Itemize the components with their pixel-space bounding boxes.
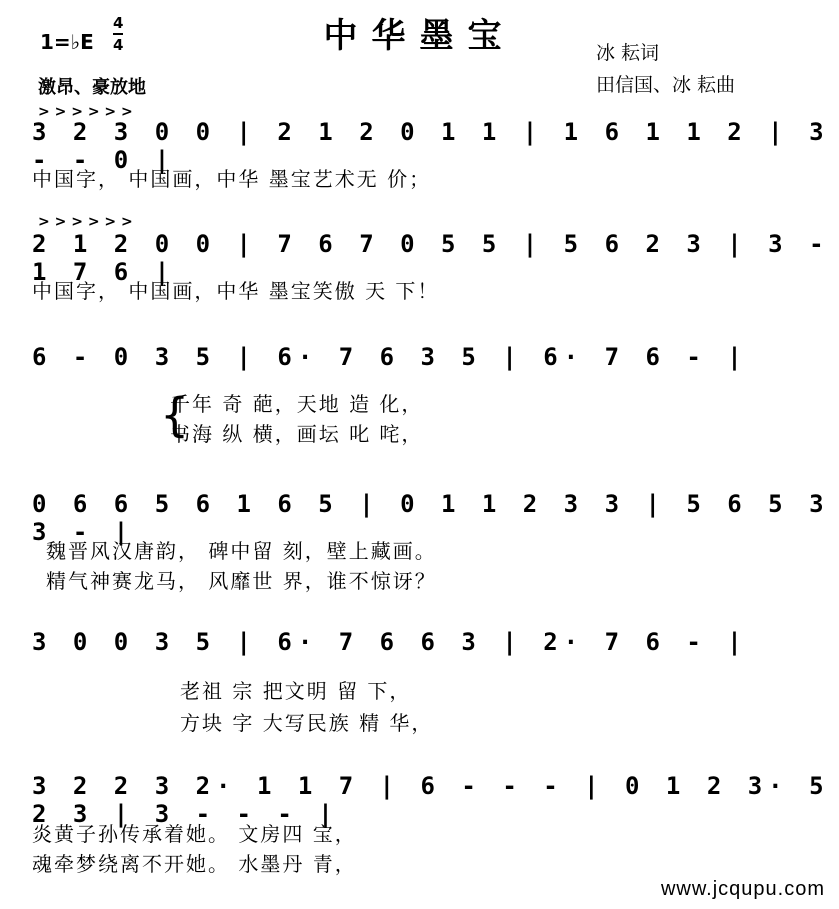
meter-top: 4 (113, 14, 124, 32)
lyric-line-verse-1: 炎黄子孙传承着她。 文房四 宝， (32, 822, 357, 846)
accent-marks: > > > > > > (38, 104, 133, 120)
notation-line: 3 2 2 3 2· 1 1 7 | 6 - - - | 0 1 2 3· 5 2 3 | 3 - - - | (32, 772, 830, 828)
lyric-line-verse-1: 老祖 宗 把文明 留 下， (180, 679, 412, 703)
lyric-line-verse-2: 方块 字 大写民族 精 华， (180, 711, 434, 735)
meter-bottom: 4 (113, 36, 124, 54)
lyric-line-verse-2: 书海 纵 横，画坛 叱 咤， (170, 422, 424, 446)
accent-marks: > > > > > > (38, 214, 133, 230)
watermark: www.jcqupu.com (660, 878, 825, 900)
notation-line: 0 6 6 5 6 1 6 5 | 0 1 1 2 3 3 | 5 6 5 3 3 - | (32, 490, 830, 546)
lyric-line-verse-2: 魂牵梦绕离不开她。 水墨丹 青， (32, 852, 357, 876)
lyricist-credit: 冰 耘词 (596, 42, 660, 64)
lyric-line-verse-1: 千年 奇 葩，天地 造 化， (170, 392, 424, 416)
composer-credit: 田信国、冰 耘曲 (596, 74, 736, 96)
verse-brace: { (160, 388, 190, 442)
meter-divider (113, 33, 123, 35)
notation-line: 3 2 3 0 0 | 2 1 2 0 1 1 | 1 6 1 1 2 | 3 - - 0 | (32, 118, 830, 174)
lyric-line-verse-1: 魏晋风汉唐韵， 碑中留 刻，壁上藏画。 (46, 539, 437, 563)
staff-system-5 (0, 628, 839, 698)
lyric-line-verse-2: 精气神赛龙马， 风靡世 界，谁不惊讶？ (46, 569, 437, 593)
tempo-marking: 激昂、豪放地 (38, 77, 146, 98)
key-signature: 1=♭E (40, 30, 94, 54)
notation-line: 2 1 2 0 0 | 7 6 7 0 5 5 | 5 6 2 3 | 3 - 1 7 6 | (32, 230, 830, 286)
song-title: 中华墨宝 (323, 16, 516, 56)
notation-line: 6 - 0 3 5 | 6· 7 6 3 5 | 6· 7 6 - | (32, 343, 748, 371)
lyric-line: 中国字， 中国画，中华 墨宝笑傲 天 下！ (32, 279, 440, 303)
notation-line: 3 0 0 3 5 | 6· 7 6 6 3 | 2· 7 6 - | (32, 628, 748, 656)
time-signature (113, 14, 123, 54)
lyric-line: 中国字， 中国画，中华 墨宝艺术无 价； (32, 167, 432, 191)
